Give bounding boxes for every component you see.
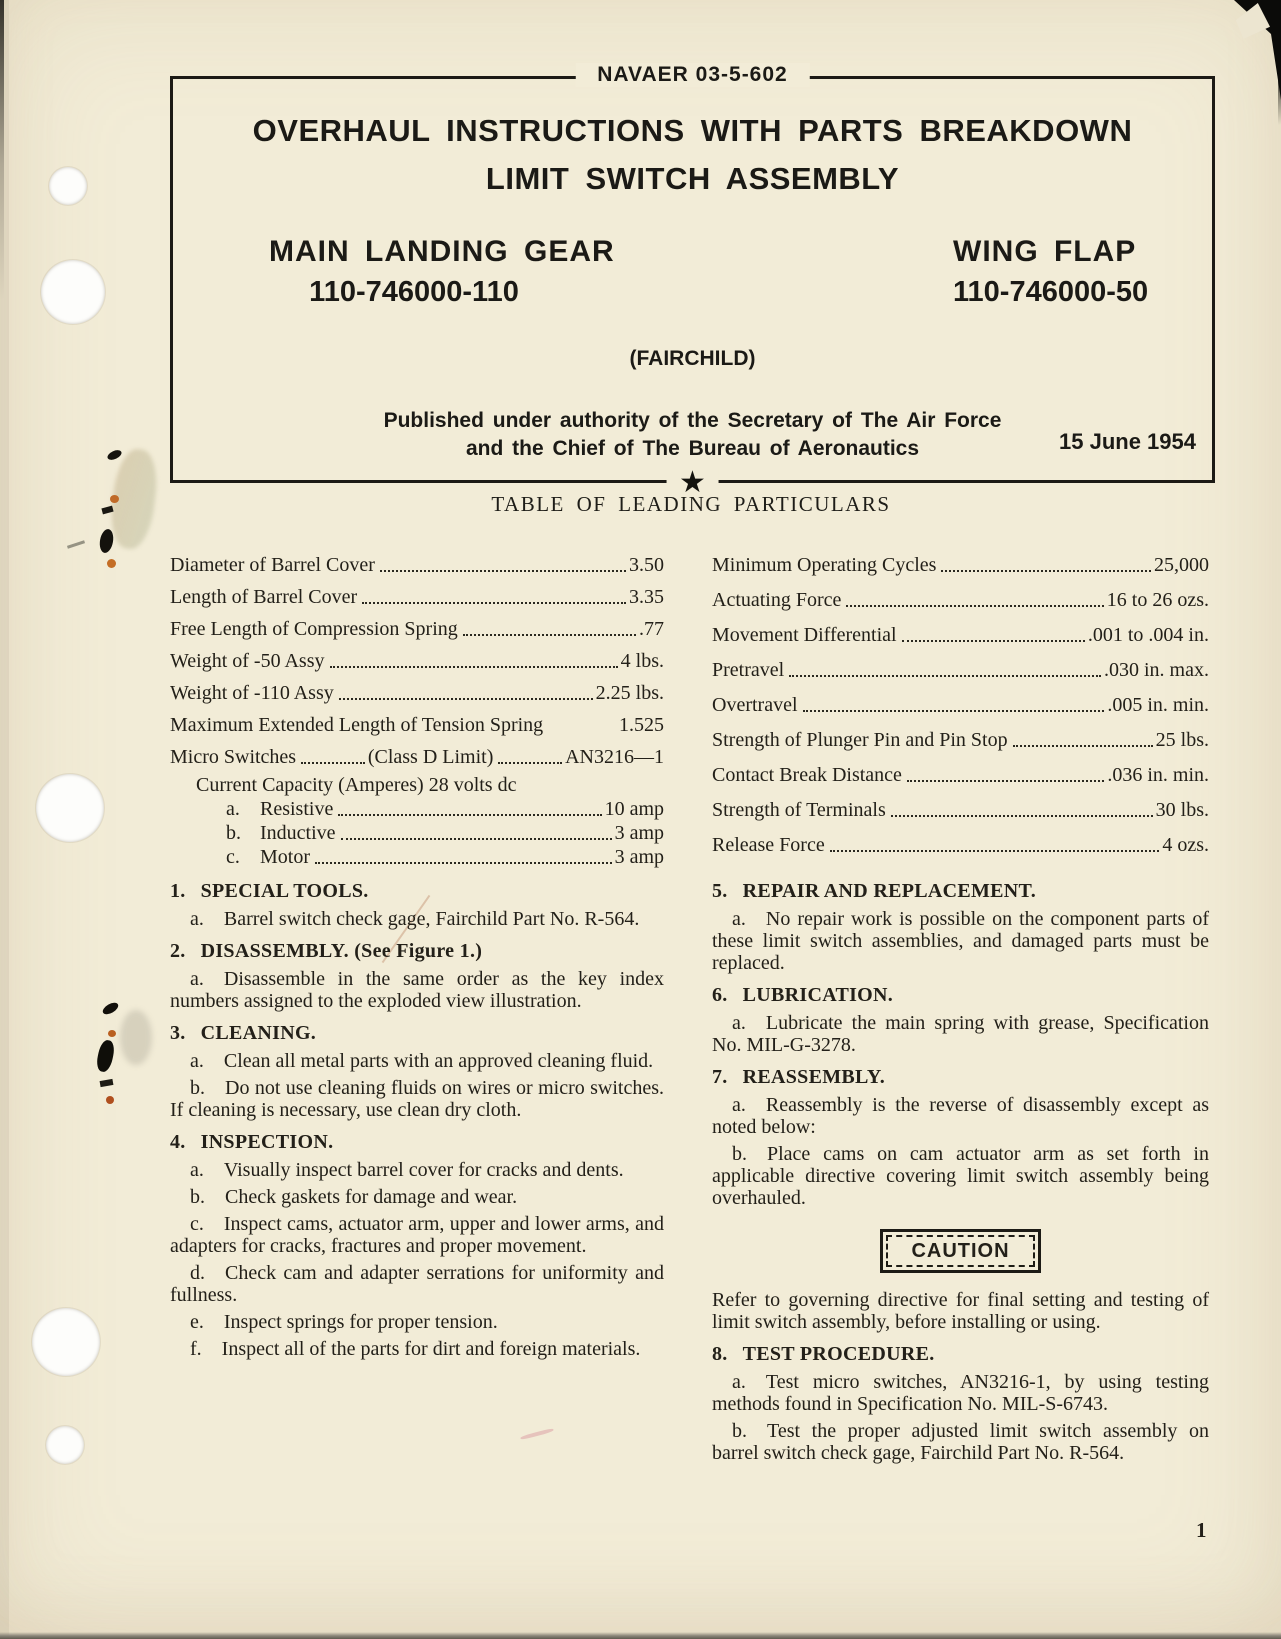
paragraph: a. Reassembly is the reverse of disassembly except as noted below: xyxy=(712,1094,1209,1138)
particular-row: Maximum Extended Length of Tension Spring 1.525 xyxy=(170,714,664,736)
page-bottom-edge xyxy=(0,1632,1281,1639)
section-heading-reassembly: 7. REASSEMBLY. xyxy=(712,1066,886,1088)
dotted-leader xyxy=(338,814,601,816)
dotted-leader xyxy=(301,762,365,764)
section-heading-special-tools: 1. SPECIAL TOOLS. xyxy=(170,880,369,902)
particular-row: Pretravel .030 in. max. xyxy=(712,659,1209,681)
paragraph: b. Do not use cleaning fluids on wires or micro switches. If cleaning is necessary, use clean dry cloth. xyxy=(170,1077,664,1121)
particular-row: b. Inductive 3 amp xyxy=(226,822,664,844)
particular-row: Overtravel .005 in. min. xyxy=(712,694,1209,716)
section-heading-lubrication: 6. LUBRICATION. xyxy=(712,984,894,1006)
particular-row: Minimum Operating Cycles 25,000 xyxy=(712,554,1209,576)
paragraph: b. Place cams on cam actuator arm as set forth in applicable directive covering limit switch assembly being overhauled. xyxy=(712,1143,1209,1209)
authority-line2: and the Chief of The Bureau of Aeronautics xyxy=(465,437,920,460)
paragraph: a. Barrel switch check gage, Fairchild Part No. R-564. xyxy=(190,908,640,930)
spacer xyxy=(548,730,616,732)
dotted-leader xyxy=(330,666,618,668)
particular-row: Diameter of Barrel Cover 3.50 xyxy=(170,554,664,576)
section-heading-inspection: 4. INSPECTION. xyxy=(170,1131,334,1153)
particular-row: Length of Barrel Cover 3.35 xyxy=(170,586,664,608)
dotted-leader xyxy=(380,570,626,572)
punch-hole xyxy=(41,260,105,324)
dotted-leader xyxy=(902,640,1085,642)
paragraph: a. Test micro switches, AN3216-1, by using testing methods found in Specification No. MIL-S-6743. xyxy=(712,1371,1209,1415)
page-left-edge xyxy=(0,0,4,300)
particular-row: Strength of Plunger Pin and Pin Stop 25 lbs. xyxy=(712,729,1209,751)
dotted-leader xyxy=(941,570,1151,572)
current-capacity-label: Current Capacity (Amperes) 28 volts dc xyxy=(196,774,517,796)
caution-box xyxy=(712,1229,1209,1273)
paragraph: b. Test the proper adjusted limit switch assembly on barrel switch check gage, Fairchild Part No. R-564. xyxy=(712,1420,1209,1464)
doc-title-line1: OVERHAUL INSTRUCTIONS WITH PARTS BREAKDOWN xyxy=(252,113,1133,148)
particular-row: Release Force 4 ozs. xyxy=(712,834,1209,856)
paragraph: c. Inspect cams, actuator arm, upper and lower arms, and adapters for cracks, fractures and proper movement. xyxy=(170,1213,664,1257)
authority-line1: Published under authority of the Secretary of The Air Force xyxy=(383,409,1002,432)
section-heading-disassembly: 2. DISASSEMBLY. (See Figure 1.) xyxy=(170,940,483,962)
dotted-leader xyxy=(1013,745,1153,747)
publication-date: 15 June 1954 xyxy=(1059,429,1196,454)
assembly-name: WING FLAP xyxy=(953,235,1137,268)
particular-row: Weight of -110 Assy 2.25 lbs. xyxy=(170,682,664,704)
section-heading-repair: 5. REPAIR AND REPLACEMENT. xyxy=(712,880,1037,902)
assembly-part-number: 110-746000-110 xyxy=(309,276,519,308)
doc-number: NAVAER 03-5-602 xyxy=(575,63,809,87)
dotted-leader xyxy=(315,862,612,864)
dotted-leader xyxy=(463,634,636,636)
paragraph: a. Disassemble in the same order as the key index numbers assigned to the exploded view illustration. xyxy=(170,968,664,1012)
manufacturer: (FAIRCHILD) xyxy=(629,347,756,370)
punch-hole xyxy=(36,774,104,842)
particular-row: Free Length of Compression Spring .77 xyxy=(170,618,664,640)
punch-hole xyxy=(46,1426,84,1464)
particulars-right-column xyxy=(712,554,1209,869)
title-box xyxy=(170,63,1215,499)
dotted-leader xyxy=(803,710,1105,712)
particular-row: Actuating Force 16 to 26 ozs. xyxy=(712,589,1209,611)
dotted-leader xyxy=(891,815,1153,817)
assembly-part-number: 110-746000-50 xyxy=(953,276,1149,308)
particular-row: Contact Break Distance .036 in. min. xyxy=(712,764,1209,786)
paragraph: a. Clean all metal parts with an approved cleaning fluid. xyxy=(190,1050,654,1072)
particular-row: Weight of -50 Assy 4 lbs. xyxy=(170,650,664,672)
micro-switches-block xyxy=(170,746,664,868)
ink-smudge xyxy=(90,1000,170,1115)
assembly-wing-flap xyxy=(953,235,1149,309)
body-left-column xyxy=(170,880,664,1365)
particular-row: a. Resistive 10 amp xyxy=(226,798,664,820)
page-number: 1 xyxy=(1196,1518,1207,1542)
star-icon: ★ xyxy=(666,467,719,499)
dotted-leader xyxy=(907,780,1104,782)
caution-label: CAUTION xyxy=(880,1229,1040,1273)
body-right-column xyxy=(712,880,1209,1469)
dotted-leader xyxy=(339,698,593,700)
dotted-leader xyxy=(341,838,612,840)
dotted-leader xyxy=(846,605,1103,607)
assembly-main-landing-gear xyxy=(269,235,615,309)
caution-text: Refer to governing directive for final setting and testing of limit switch assembly, before installing or using. xyxy=(712,1289,1209,1333)
particulars-left-column xyxy=(170,554,664,868)
particular-row: Movement Differential .001 to .004 in. xyxy=(712,624,1209,646)
paragraph: a. Lubricate the main spring with grease, Specification No. MIL-G-3278. xyxy=(712,1012,1209,1056)
paragraph: e. Inspect springs for proper tension. xyxy=(190,1311,498,1333)
paper-scratch xyxy=(520,1428,554,1441)
paragraph: d. Check cam and adapter serrations for uniformity and fullness. xyxy=(170,1262,664,1306)
dotted-leader xyxy=(789,675,1101,677)
particular-row: Micro Switches (Class D Limit) AN3216—1 xyxy=(170,746,664,768)
dotted-leader xyxy=(498,762,562,764)
assembly-name: MAIN LANDING GEAR xyxy=(269,235,615,268)
particular-row: c. Motor 3 amp xyxy=(226,846,664,868)
doc-title-line2: LIMIT SWITCH ASSEMBLY xyxy=(485,161,900,196)
paragraph: a. No repair work is possible on the component parts of these limit switch assemblies, and damaged parts must be replaced. xyxy=(712,908,1209,974)
punch-hole xyxy=(49,167,87,205)
paragraph: a. Visually inspect barrel cover for cracks and dents. xyxy=(190,1159,624,1181)
particular-row: Strength of Terminals 30 lbs. xyxy=(712,799,1209,821)
section-heading-test-procedure: 8. TEST PROCEDURE. xyxy=(712,1343,935,1365)
dotted-leader xyxy=(830,850,1160,852)
paragraph: b. Check gaskets for damage and wear. xyxy=(190,1186,518,1208)
punch-hole xyxy=(32,1308,100,1376)
section-heading-cleaning: 3. CLEANING. xyxy=(170,1022,317,1044)
paragraph: f. Inspect all of the parts for dirt and foreign materials. xyxy=(190,1338,641,1360)
dotted-leader xyxy=(362,602,626,604)
particulars-title: TABLE OF LEADING PARTICULARS xyxy=(491,492,891,516)
